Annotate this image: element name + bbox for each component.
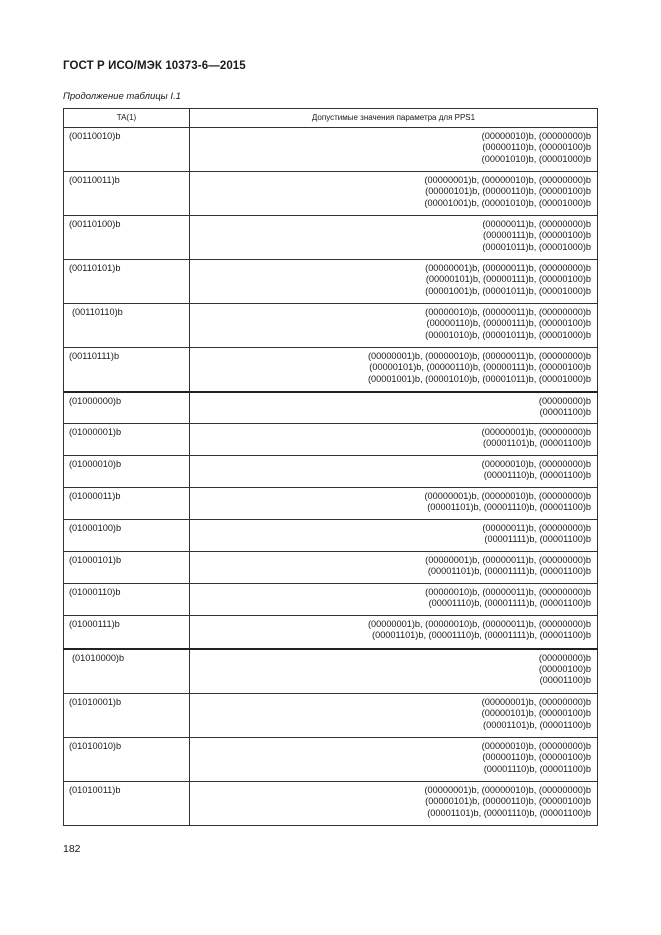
allowed-value-line: (00000010)b, (00000011)b, (00000000)b [425, 307, 591, 317]
allowed-values-cell [190, 552, 598, 584]
table-row [64, 260, 598, 304]
table-row [64, 738, 598, 782]
allowed-values-cell [190, 260, 598, 304]
allowed-value-line: (00000000)b [538, 395, 591, 406]
allowed-value-line: (00000101)b, (00000111)b, (00000100)b [425, 274, 591, 285]
allowed-value-line: (00000001)b, (00000011)b, (00000000)b [425, 263, 591, 273]
table-row [64, 694, 598, 738]
allowed-values-cell [190, 172, 598, 216]
ta-value-cell: (01010001)b [64, 694, 190, 738]
allowed-value-line: (00001010)b, (00001000)b [481, 153, 591, 164]
allowed-value-line: (00001100)b [539, 406, 591, 417]
table-row [64, 616, 598, 649]
parameters-table [63, 108, 598, 826]
ta-value-cell: (01010010)b [64, 738, 190, 782]
allowed-value-line: (00001101)b, (00001100)b [483, 719, 591, 730]
table-row [64, 456, 598, 488]
ta-value-cell: (01000111)b [64, 616, 190, 649]
allowed-value-line: (00001010)b, (00001011)b, (00001000)b [425, 329, 591, 340]
ta-value-cell: (01010011)b [64, 782, 190, 826]
allowed-values-cell [190, 649, 598, 694]
ta-value-cell: (01000011)b [64, 488, 190, 520]
allowed-value-line: (00000001)b, (00000010)b, (00000011)b, (00000000)b [367, 351, 591, 361]
table-row [64, 552, 598, 584]
allowed-value-line: (00000010)b, (00000000)b [481, 459, 591, 469]
ta-value-cell: (00110100)b [64, 216, 190, 260]
ta-value-cell: (00110101)b [64, 260, 190, 304]
allowed-value-line: (00000011)b, (00000000)b [482, 523, 591, 533]
table-row [64, 172, 598, 216]
allowed-value-line: (00000110)b, (00000100)b [482, 752, 591, 763]
allowed-value-line: (00001001)b, (00001011)b, (00001000)b [425, 285, 591, 296]
allowed-value-line: (00001101)b, (00001111)b, (00001100)b [427, 566, 591, 577]
table-row [64, 304, 598, 348]
table-row [64, 520, 598, 552]
allowed-values-cell [190, 392, 598, 424]
table-body [64, 128, 598, 826]
allowed-value-line: (00000001)b, (00000010)b, (00000000)b [424, 175, 591, 185]
allowed-value-line: (00000001)b, (00000000)b [481, 697, 591, 707]
column-header-values: Допустимые значения параметра для PPS1 [190, 109, 598, 128]
allowed-value-line: (00001110)b, (00001100)b [483, 763, 591, 774]
allowed-value-line: (00000100)b [538, 663, 591, 674]
ta-value-cell: (01000101)b [64, 552, 190, 584]
ta-value-cell: (00110010)b [64, 128, 190, 172]
document-header: ГОСТ Р ИСО/МЭК 10373-6—2015 [63, 60, 246, 72]
allowed-value-line: (00000110)b, (00000111)b, (00000100)b [426, 318, 591, 329]
allowed-value-line: (00001101)b, (00001110)b, (00001111)b, (00001100)b [372, 630, 591, 641]
ta-value-cell: (01010000)b [64, 649, 190, 694]
allowed-values-cell [190, 216, 598, 260]
allowed-value-line: (00001110)b, (00001100)b [483, 470, 591, 481]
allowed-values-cell [190, 694, 598, 738]
allowed-value-line: (00001110)b, (00001111)b, (00001100)b [428, 598, 591, 609]
allowed-value-line: (00000010)b, (00000011)b, (00000000)b [425, 587, 591, 597]
allowed-value-line: (00000101)b, (00000110)b, (00000100)b [425, 796, 591, 807]
table-row [64, 649, 598, 694]
ta-value-cell: (01000001)b [64, 424, 190, 456]
allowed-value-line: (00000101)b, (00000100)b [481, 708, 591, 719]
table-row [64, 392, 598, 424]
allowed-value-line: (00000011)b, (00000000)b [482, 219, 591, 229]
allowed-values-cell [190, 520, 598, 552]
allowed-value-line: (00001001)b, (00001010)b, (00001000)b [424, 197, 591, 208]
allowed-value-line: (00001101)b, (00001110)b, (00001100)b [427, 502, 591, 513]
allowed-values-cell [190, 304, 598, 348]
table-caption: Продолжение таблицы I.1 [63, 91, 181, 102]
allowed-value-line: (00000111)b, (00000100)b [483, 230, 591, 241]
ta-value-cell: (01000010)b [64, 456, 190, 488]
page-number: 182 [63, 843, 81, 855]
allowed-value-line: (00000001)b, (00000000)b [481, 427, 591, 437]
table-row [64, 782, 598, 826]
ta-value-cell: (01000000)b [64, 392, 190, 424]
allowed-value-line: (00000010)b, (00000000)b [481, 131, 591, 141]
allowed-values-cell [190, 456, 598, 488]
allowed-value-line: (00000001)b, (00000011)b, (00000000)b [425, 555, 591, 565]
ta-value-cell: (00110011)b [64, 172, 190, 216]
allowed-values-cell [190, 424, 598, 456]
allowed-values-cell [190, 128, 598, 172]
ta-value-cell: (01000110)b [64, 584, 190, 616]
allowed-value-line: (00001101)b, (00001100)b [483, 438, 591, 449]
allowed-value-line: (00000010)b, (00000000)b [481, 741, 591, 751]
allowed-value-line: (00000000)b [538, 652, 591, 663]
table-row [64, 348, 598, 392]
ta-value-cell: (00110110)b [64, 304, 190, 348]
ta-value-cell: (01000100)b [64, 520, 190, 552]
allowed-value-line: (00000001)b, (00000010)b, (00000011)b, (00000000)b [367, 619, 591, 629]
allowed-value-line: (00000110)b, (00000100)b [482, 142, 591, 153]
table-row [64, 488, 598, 520]
table-row [64, 584, 598, 616]
allowed-values-cell [190, 616, 598, 649]
allowed-value-line: (00001011)b, (00001000)b [482, 241, 591, 252]
allowed-value-line: (00000001)b, (00000010)b, (00000000)b [424, 491, 591, 501]
ta-value-cell: (00110111)b [64, 348, 190, 392]
column-header-ta: TA(1) [64, 109, 190, 128]
allowed-values-cell [190, 584, 598, 616]
table-row [64, 128, 598, 172]
allowed-values-cell [190, 488, 598, 520]
allowed-value-line: (00001111)b, (00001100)b [484, 534, 591, 545]
allowed-values-cell [190, 782, 598, 826]
allowed-value-line: (00001101)b, (00001110)b, (00001100)b [427, 807, 591, 818]
table-header-row [64, 109, 598, 128]
table-row [64, 424, 598, 456]
table-row [64, 216, 598, 260]
allowed-value-line: (00000001)b, (00000010)b, (00000000)b [424, 785, 591, 795]
allowed-values-cell [190, 738, 598, 782]
allowed-values-cell [190, 348, 598, 392]
allowed-value-line: (00000101)b, (00000110)b, (00000111)b, (00000100)b [369, 362, 591, 373]
allowed-value-line: (00001100)b [539, 675, 591, 686]
allowed-value-line: (00000101)b, (00000110)b, (00000100)b [425, 186, 591, 197]
allowed-value-line: (00001001)b, (00001010)b, (00001011)b, (00001000)b [367, 373, 591, 384]
